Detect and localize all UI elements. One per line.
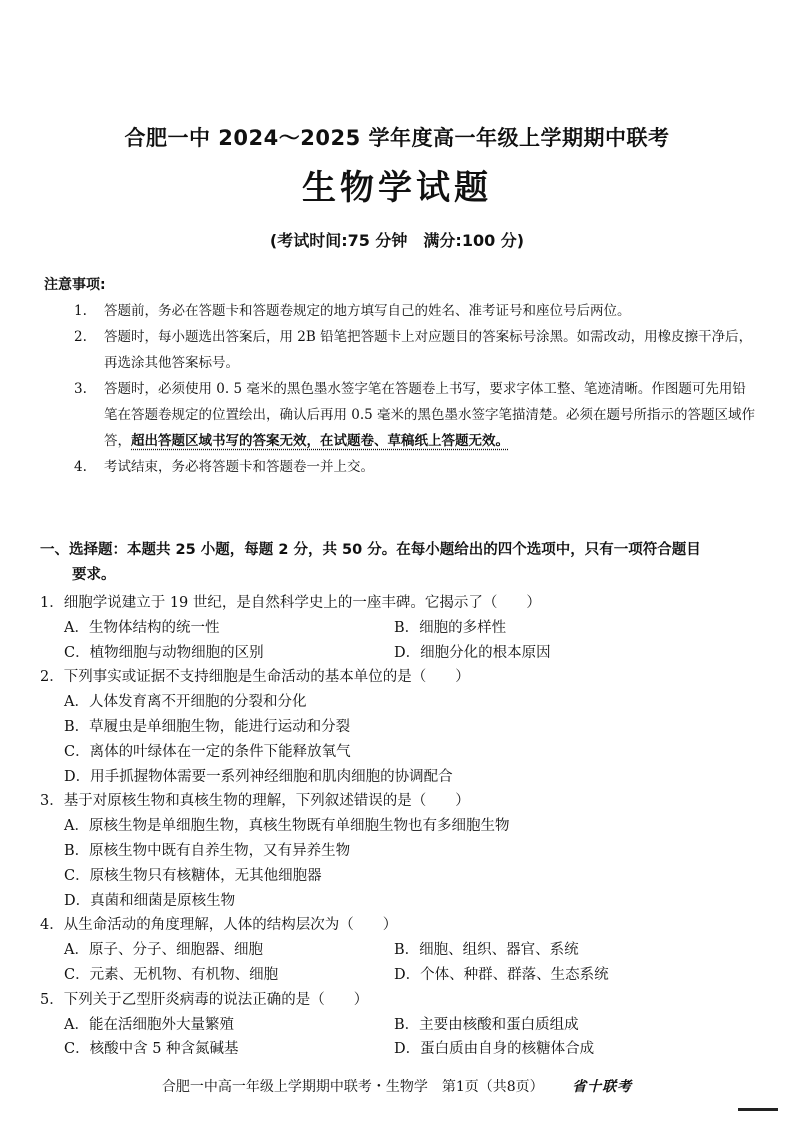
note-number: 1.: [74, 303, 87, 319]
question-2: [40, 665, 760, 789]
footer-stamp: 省十联考: [572, 1079, 633, 1095]
option-d: D．真菌和细菌是原核生物: [64, 892, 236, 909]
note-text: 答题时，每小题选出答案后，用 2B 铅笔把答题卡上对应题目的答案标号涂黑。如需改动，用橡皮擦干净后，再选涂其他答案标号。: [104, 329, 753, 371]
note-number: 4.: [74, 459, 87, 475]
option-c: C．元素、无机物、有机物、细胞: [64, 966, 279, 983]
note-number: 2.: [74, 329, 87, 345]
option-a: A．人体发育离不开细胞的分裂和分化: [64, 694, 307, 711]
section-heading-cont: 要求。: [72, 567, 116, 583]
note-text: 考试结束，务必将答题卡和答题卷一并上交。: [104, 459, 374, 475]
option-b: B．原核生物中既有自养生物，又有异养生物: [64, 842, 351, 859]
option-b: B．细胞的多样性: [394, 619, 507, 636]
question-3: [40, 789, 760, 913]
option-a: A．能在活细胞外大量繁殖: [64, 1016, 234, 1033]
option-c: C．核酸中含 5 种含氮碱基: [64, 1041, 239, 1058]
note-item: [44, 324, 756, 376]
page-footer: [0, 1076, 794, 1096]
option-d: D．细胞分化的根本原因: [394, 644, 551, 661]
note-text-plain: 答题时，必须使用 0. 5 毫米的黑色墨水签字笔在答题卷上书写，要求字体工整、笔迹清晰。作图题可先用铅笔在答题卷规定的位置绘出，确认后再用 0.5 毫米的黑色墨水签字笔描清楚。必须在题号所指示的答题区域作答，: [104, 381, 756, 449]
question-stem: 1．细胞学说建立于 19 世纪，是自然科学史上的一座丰碑。它揭示了（ ）: [40, 595, 541, 611]
section-heading: [40, 538, 754, 588]
option-c: C．植物细胞与动物细胞的区别: [64, 644, 264, 661]
note-text-emphasis: 超出答题区域书写的答案无效，在试题卷、草稿纸上答题无效。: [131, 433, 509, 449]
note-text: [104, 376, 756, 454]
question-stem: 2．下列事实或证据不支持细胞是生命活动的基本单位的是（ ）: [40, 669, 470, 686]
question-5: [40, 988, 760, 1062]
option-d: D．用手抓握物体需要一系列神经细胞和肌肉细胞的协调配合: [64, 768, 453, 785]
subject-title: 生物学试题: [302, 168, 492, 208]
question-stem: 5．下列关于乙型肝炎病毒的说法正确的是（ ）: [40, 991, 369, 1008]
question-stem: 3．基于对原核生物和真核生物的理解，下列叙述错误的是（ ）: [40, 793, 470, 810]
option-d: D．个体、种群、群落、生态系统: [394, 966, 609, 983]
note-item: [44, 376, 756, 454]
option-a: A．生物体结构的统一性: [64, 619, 220, 636]
option-b: B．主要由核酸和蛋白质组成: [394, 1016, 579, 1033]
exam-title: 合肥一中 2024～2025 学年度高一年级上学期期中联考: [124, 126, 670, 150]
question-1: [40, 591, 760, 665]
note-number: 3.: [74, 381, 87, 397]
corner-mark: [738, 1108, 778, 1111]
option-a: A．原核生物是单细胞生物，真核生物既有单细胞生物也有多细胞生物: [64, 818, 510, 835]
exam-info: (考试时间:75 分钟 满分:100 分): [269, 231, 525, 250]
option-c: C．离体的叶绿体在一定的条件下能释放氧气: [64, 743, 351, 760]
note-item: [44, 454, 756, 480]
question-4: [40, 913, 760, 987]
notes-section: [44, 274, 756, 480]
note-item: [44, 298, 756, 324]
note-text: 答题前，务必在答题卡和答题卷规定的地方填写自己的姓名、准考证号和座位号后两位。: [104, 303, 631, 319]
option-d: D．蛋白质由自身的核糖体合成: [394, 1041, 595, 1058]
section-heading-line: 一、选择题：本题共 25 小题，每题 2 分，共 50 分。在每小题给出的四个选项中，只有一项符合题目: [40, 542, 701, 558]
option-b: B．草履虫是单细胞生物，能进行运动和分裂: [64, 718, 351, 735]
footer-text: 合肥一中高一年级上学期期中联考・生物学 第1页（共8页）: [161, 1079, 544, 1095]
notes-title: 注意事项:: [44, 277, 106, 293]
question-stem: 4．从生命活动的角度理解，人体的结构层次为（ ）: [40, 917, 398, 934]
option-b: B．细胞、组织、器官、系统: [394, 942, 579, 959]
option-a: A．原子、分子、细胞器、细胞: [64, 942, 263, 959]
option-c: C．原核生物只有核糖体，无其他细胞器: [64, 867, 322, 884]
question-list: [40, 591, 760, 1062]
